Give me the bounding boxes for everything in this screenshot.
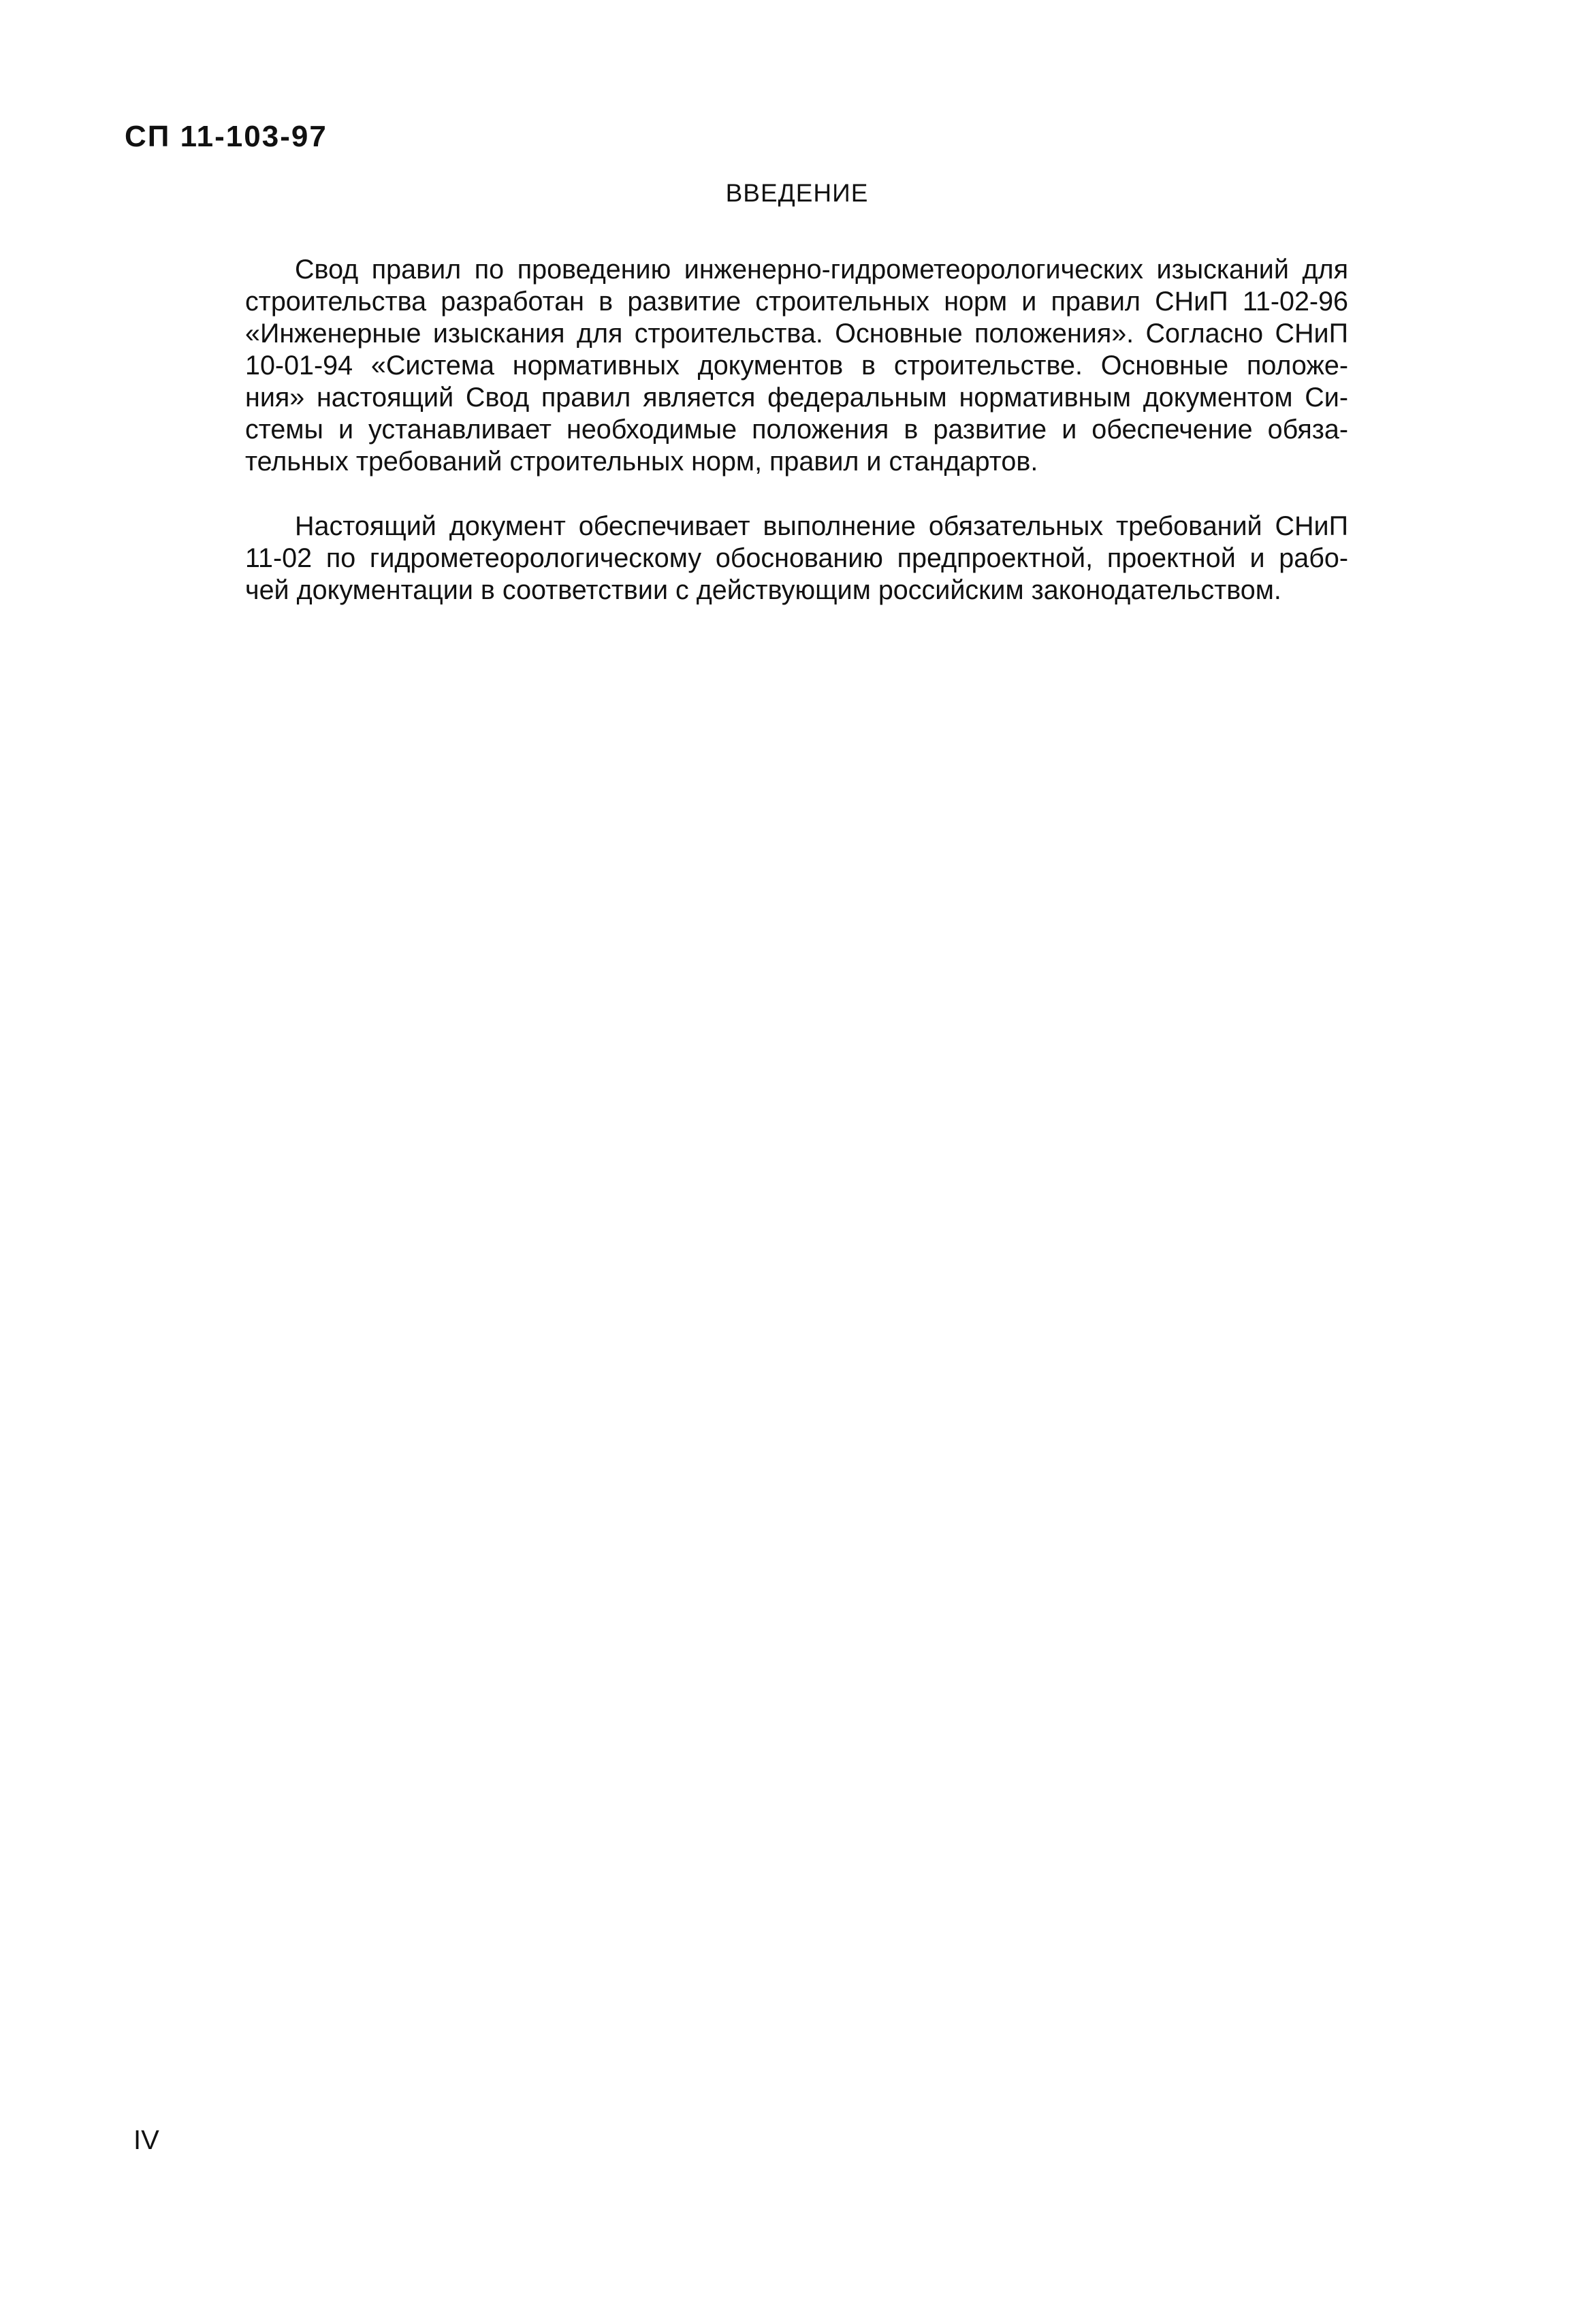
page-number: IV [133,2125,159,2155]
paragraph-line: чей документации в соответствии с действующим российским законодательством. [245,575,1281,605]
paragraph-line: строительства разработан в развитие строительных норм и правил СНиП 11-02-96 [245,287,1348,317]
paragraph-line: Настоящий документ обеспечивает выполнение обязательных требований СНиП [295,511,1348,541]
paragraph-line: тельных требований строительных норм, правил и стандартов. [245,447,1038,477]
paragraph-line: «Инженерные изыскания для строительства. Основные положения». Согласно СНиП [245,319,1348,349]
paragraph-line: Свод правил по проведению инженерно-гидрометеорологических изысканий для [295,255,1348,285]
paragraph-line: 11-02 по гидрометеорологическому обоснованию предпроектной, проектной и рабо- [245,543,1348,573]
paragraph-line: 10-01-94 «Система нормативных документов в строительстве. Основные положе- [245,351,1348,381]
paragraph-line: стемы и устанавливает необходимые положения в развитие и обеспечение обяза- [245,415,1348,445]
section-title: ВВЕДЕНИЕ [725,179,869,207]
paragraph-line: ния» настоящий Свод правил является федеральным нормативным документом Си- [245,383,1348,413]
document-code-header: СП 11-103-97 [125,120,328,153]
